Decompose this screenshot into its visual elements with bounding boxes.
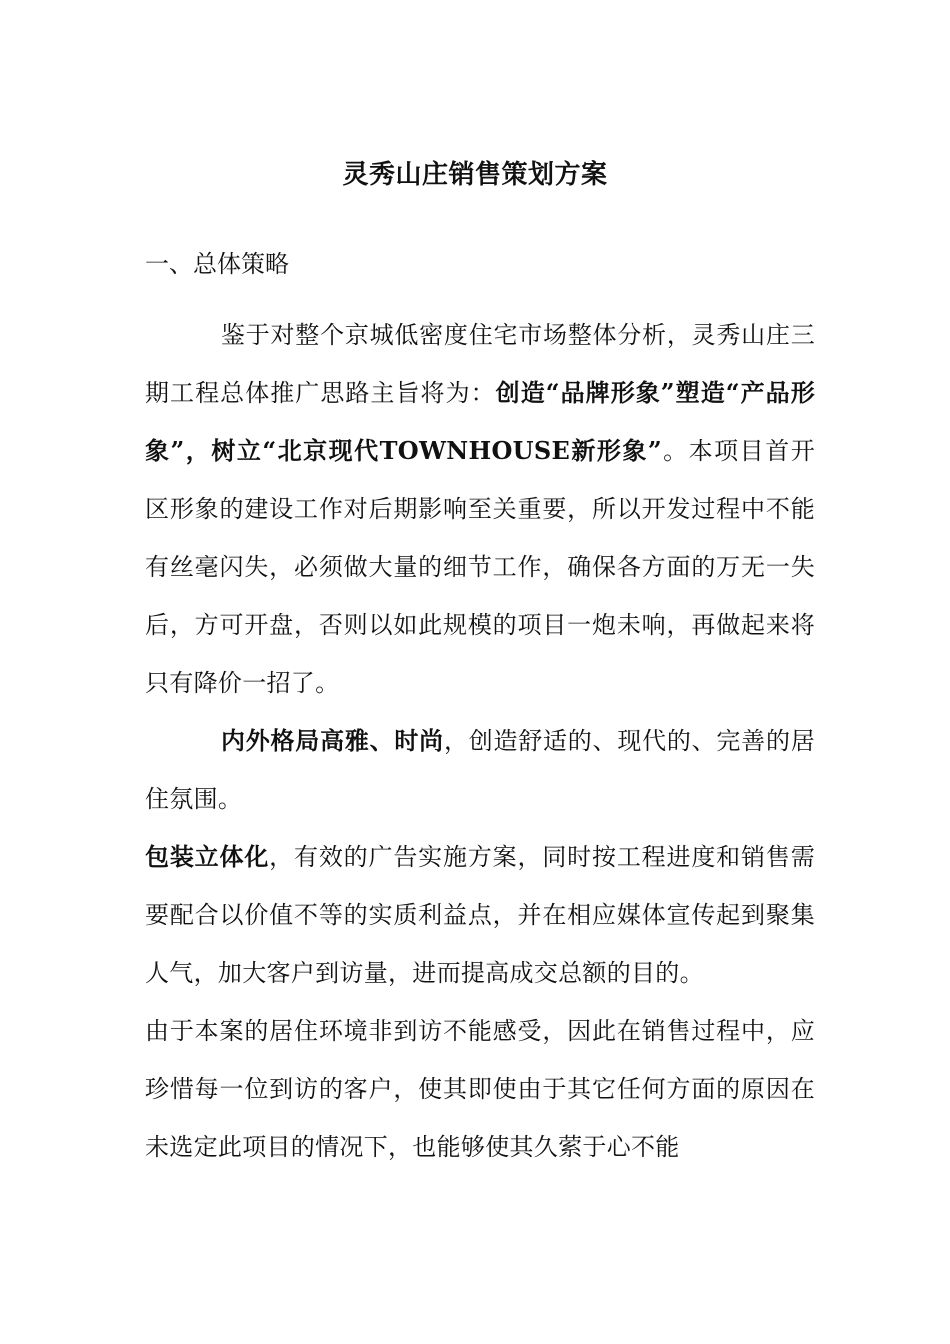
paragraph-visitors (145, 1002, 815, 1176)
paragraph-layout (145, 712, 815, 828)
paragraph-text: 由于本案的居住环境非到访不能感受，因此在销售过程中，应珍惜每一位到访的客户，使其即使由于其它任何方面的原因在未选定此项目的情况下，也能够使其久萦于心不能 (145, 1017, 815, 1161)
paragraph-text: ，创造舒适的、现代的、完善的居住氛围。 (145, 727, 816, 813)
paragraph-text: ，有效的广告实施方案，同时按工程进度和销售需要配合以价值不等的实质利益点，并在相应媒体宣传起到聚集人气，加大客户到访量，进而提高成交总额的目的。 (145, 843, 815, 987)
paragraph-emphasis: 内外格局高雅、时尚 (221, 726, 444, 755)
paragraph-text: 。本项目首开区形象的建设工作对后期影响至关重要，所以开发过程中不能有丝毫闪失，必须做大量的细节工作，确保各方面的万无一失后，方可开盘，否则以如此规模的项目一炮未响，再做起来将只有降价一招了。 (145, 437, 815, 697)
section-heading: 一、总体策略 (145, 250, 289, 278)
paragraph-emphasis: 包装立体化 (145, 842, 270, 871)
paragraph-text: 鉴于对整个京城低密度住宅市场整体分析，灵秀山庄三期工程总体推广思路主旨将为： (145, 321, 815, 407)
paragraph-emphasis: 创造“品牌形象”塑造“产品形象”，树立“北京现代TOWNHOUSE新形象” (145, 378, 815, 465)
document-title: 灵秀山庄销售策划方案 (342, 160, 608, 190)
paragraph-strategy (145, 306, 815, 712)
document-body (145, 306, 815, 1176)
paragraph-packaging (145, 828, 815, 1002)
